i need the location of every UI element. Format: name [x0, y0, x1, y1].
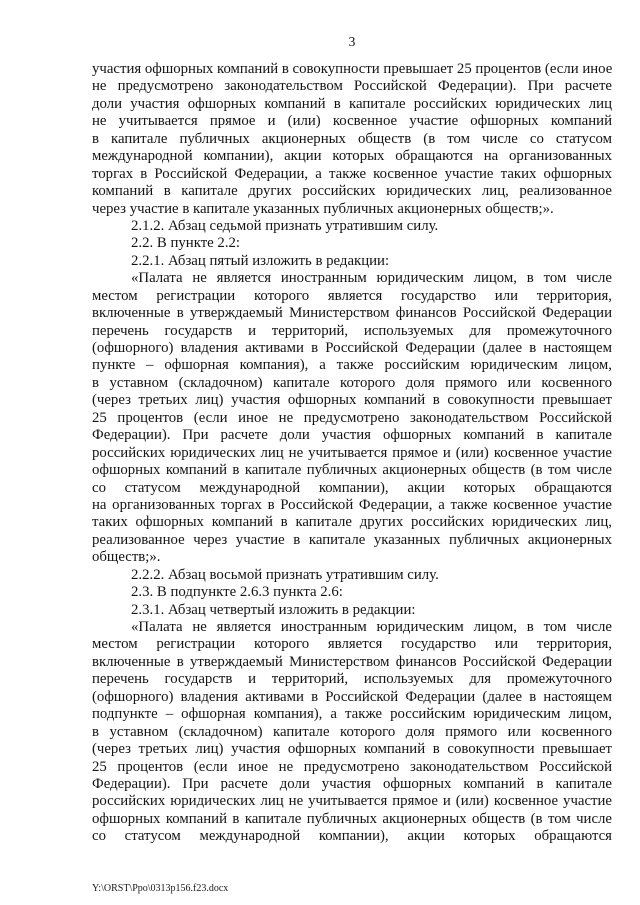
text-line: 2.2.1. Абзац пятый изложить в редакции:: [131, 252, 390, 269]
text-line: (через третьих лиц) участия офшорных компаний в совокупности превышает: [92, 392, 612, 409]
text-line: 25 процентов (если иное не предусмотрено законодательством Российской: [92, 409, 612, 426]
text-line: на организованных торгах в Российской Федерации, а также косвенное участие: [92, 496, 612, 513]
paragraph: [92, 218, 612, 235]
text-line: компаний в капитале других российских юридических лиц, реализованное: [92, 183, 612, 200]
text-line: (офшорного) владения активами в Российской Федерации (далее в настоящем: [92, 340, 612, 356]
paragraph: [92, 61, 612, 218]
text-line: местом регистрации которого является государство или территория,: [92, 287, 612, 304]
text-line: не предусмотрено законодательством Российской Федерации). При расчете: [92, 78, 612, 95]
text-line: через участие в капитале указанных публичных акционерных обществ;».: [92, 200, 554, 217]
document-body: [92, 61, 612, 846]
paragraph: [92, 584, 612, 601]
text-line: доли участия офшорных компаний в капитале российских юридических лиц: [92, 95, 612, 112]
text-line: перечень государств и территорий, используемых для промежуточного: [92, 671, 612, 688]
text-line: перечень государств и территорий, используемых для промежуточного: [92, 322, 612, 339]
text-line: (через третьих лиц) участия офшорных компаний в совокупности превышает: [92, 741, 612, 758]
text-line: 2.1.2. Абзац седьмой признать утратившим силу.: [131, 217, 439, 234]
text-line: реализованное через участие в капитале указанных публичных акционерных: [92, 531, 612, 548]
text-line: торгах в Российской Федерации, а также косвенное участие таких офшорных: [92, 165, 612, 182]
paragraph: [92, 235, 612, 252]
text-line: 25 процентов (если иное не предусмотрено законодательством Российской: [92, 758, 612, 775]
text-line: российских юридических лиц не учитывается прямое и (или) косвенное участие: [92, 444, 612, 461]
text-line: в уставном (складочном) капитале которого доля прямого или косвенного: [92, 723, 612, 740]
text-line: российских юридических лиц не учитывается прямое и (или) косвенное участие: [92, 793, 612, 810]
text-line: со статусом международной компании), акции которых обращаются: [92, 828, 612, 845]
text-line: международной компании), акции которых обращаются на организованных: [92, 148, 612, 165]
text-line: участия офшорных компаний в совокупности превышает 25 процентов (если иное: [92, 61, 613, 77]
text-line: таких офшорных компаний в капитале других российских юридических лиц,: [92, 514, 612, 531]
page-number: 3: [348, 34, 356, 49]
text-line: (офшорного) владения активами в Российской Федерации (далее в настоящем: [92, 688, 612, 705]
text-line: 2.3. В подпункте 2.6.3 пункта 2.6:: [131, 584, 343, 601]
paragraph: [92, 602, 612, 619]
text-line: пункте – офшорная компания), а также российским юридическим лицом,: [92, 357, 612, 374]
paragraph: [92, 270, 612, 566]
text-line: Федерации). При расчете доли участия офшорных компаний в капитале: [92, 775, 612, 792]
text-line: офшорных компаний в капитале публичных акционерных обществ (в том числе: [92, 810, 612, 827]
text-line: обществ;».: [92, 549, 161, 566]
text-line: Федерации). При расчете доли участия офшорных компаний в капитале: [92, 427, 612, 444]
paragraph: [92, 253, 612, 270]
text-line: включенные в утверждаемый Министерством финансов Российской Федерации: [92, 653, 612, 670]
paragraph: [92, 567, 612, 584]
text-line: подпункте – офшорная компания), а также российским юридическим лицом,: [92, 706, 612, 723]
text-line: в уставном (складочном) капитале которого доля прямого или косвенного: [92, 374, 612, 391]
text-line: 2.2.2. Абзац восьмой признать утратившим силу.: [131, 566, 439, 583]
text-line: офшорных компаний в капитале публичных акционерных обществ (в том числе: [92, 462, 612, 479]
paragraph: [92, 619, 612, 846]
text-line: со статусом международной компании), акции которых обращаются: [92, 479, 612, 496]
text-line: не учитывается прямое и (или) косвенное участие офшорных компаний: [92, 113, 612, 130]
text-line: включенные в утверждаемый Министерством финансов Российской Федерации: [92, 305, 612, 322]
file-path-footer: Y:\ORST\Ppo\0313p156.f23.docx: [92, 883, 229, 894]
text-line: «Палата не является иностранным юридическим лицом, в том числе: [131, 619, 612, 635]
text-line: местом регистрации которого является государство или территория,: [92, 636, 612, 653]
text-line: 2.2. В пункте 2.2:: [131, 235, 241, 252]
text-line: 2.3.1. Абзац четвертый изложить в редакции:: [131, 601, 416, 618]
text-line: в капитале публичных акционерных обществ (в том числе со статусом: [92, 130, 612, 147]
text-line: «Палата не является иностранным юридическим лицом, в том числе: [131, 270, 612, 287]
